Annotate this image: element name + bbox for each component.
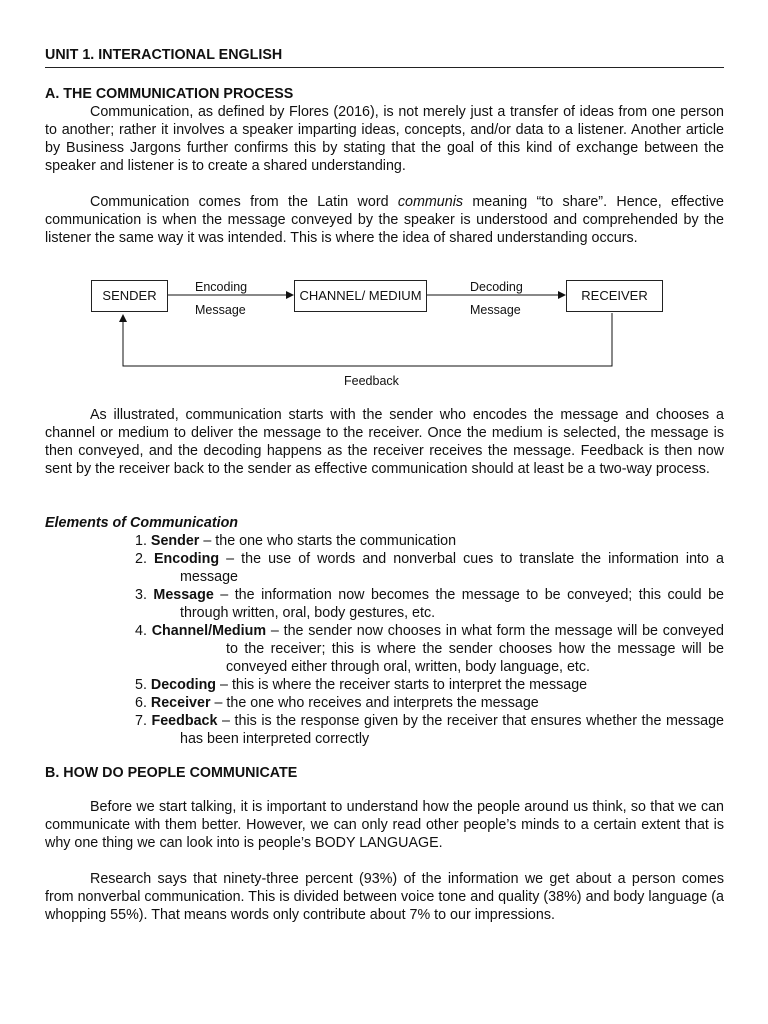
text: meaning “to share”. Hence, effective communication is when the message conveyed by the speaker is understood and comprehended by the listener the same way it was intended. This is where the idea of shared understanding occurs. (45, 194, 724, 246)
encoding-label: Encoding (195, 280, 248, 294)
section-a-heading: A. THE COMMUNICATION PROCESS (45, 86, 294, 102)
list-item: 6. Receiver – the one who receives and interprets the message (135, 695, 539, 711)
paragraph: Communication, as defined by Flores (2016), is not merely just a transfer of ideas from one person to another; rather it involves a speaker imparting ideas, concepts, and/or data to a listener. Another article by Business Jargons further confirms this by stating that the goal of this kind of exchange between the speaker and listener is to create a shared understanding. (45, 104, 724, 174)
list-item: 5. Decoding – this is where the receiver starts to interpret the message (135, 677, 588, 693)
list-item: 1. Sender – the one who starts the communication (135, 533, 457, 549)
paragraph: Before we start talking, it is important to understand how the people around us think, so that we can communicate with them better. However, we can only read other people’s minds to a certain extent that is why one thing we can look into is people’s BODY LANGUAGE. (45, 799, 724, 851)
unit-title: UNIT 1. INTERACTIONAL ENGLISH (45, 47, 283, 63)
list-item: 2. Encoding – the use of words and nonverbal cues to translate the information into a message (135, 551, 724, 585)
elements-heading: Elements of Communication (45, 515, 239, 531)
paragraph: As illustrated, communication starts with the sender who encodes the message and chooses a channel or medium to deliver the message to the receiver. Once the medium is selected, the message is then conveyed, and the decoding happens as the receiver receives the message. Feedback is then now sent by the receiver back to the sender as effective communication should at least be a two-way process. (45, 407, 724, 477)
feedback-arrow (123, 313, 612, 366)
channel-box: CHANNEL/ MEDIUM (294, 280, 427, 312)
list-item: 3. Message – the information now becomes the message to be conveyed; this could be through written, oral, body gestures, etc. (135, 587, 724, 621)
italic-term: communis (397, 194, 464, 210)
message-label: Message (195, 303, 246, 317)
receiver-box: RECEIVER (566, 280, 663, 312)
decoding-label: Decoding (470, 280, 523, 294)
elements-list (45, 532, 724, 748)
diagram-lines (0, 0, 768, 400)
list-item: 7. Feedback – this is the response given by the receiver that ensures whether the message has been interpreted correctly (135, 713, 724, 747)
text: Communication comes from the Latin word (90, 194, 398, 210)
list-item: 4. Channel/Medium – the sender now chooses in what form the message will be conveyed to the receiver; this is where the sender chooses how the message will be conveyed either through oral, written, body language, etc. (135, 623, 724, 675)
paragraph: Research says that ninety-three percent (93%) of the information we get about a person comes from nonverbal communication. This is divided between voice tone and quality (38%) and body language (a whopping 55%). That means words only contribute about 7% to our impressions. (45, 871, 724, 923)
message-label: Message (470, 303, 521, 317)
section-b-heading: B. HOW DO PEOPLE COMMUNICATE (45, 765, 298, 781)
feedback-label: Feedback (344, 374, 399, 388)
sender-box: SENDER (91, 280, 168, 312)
